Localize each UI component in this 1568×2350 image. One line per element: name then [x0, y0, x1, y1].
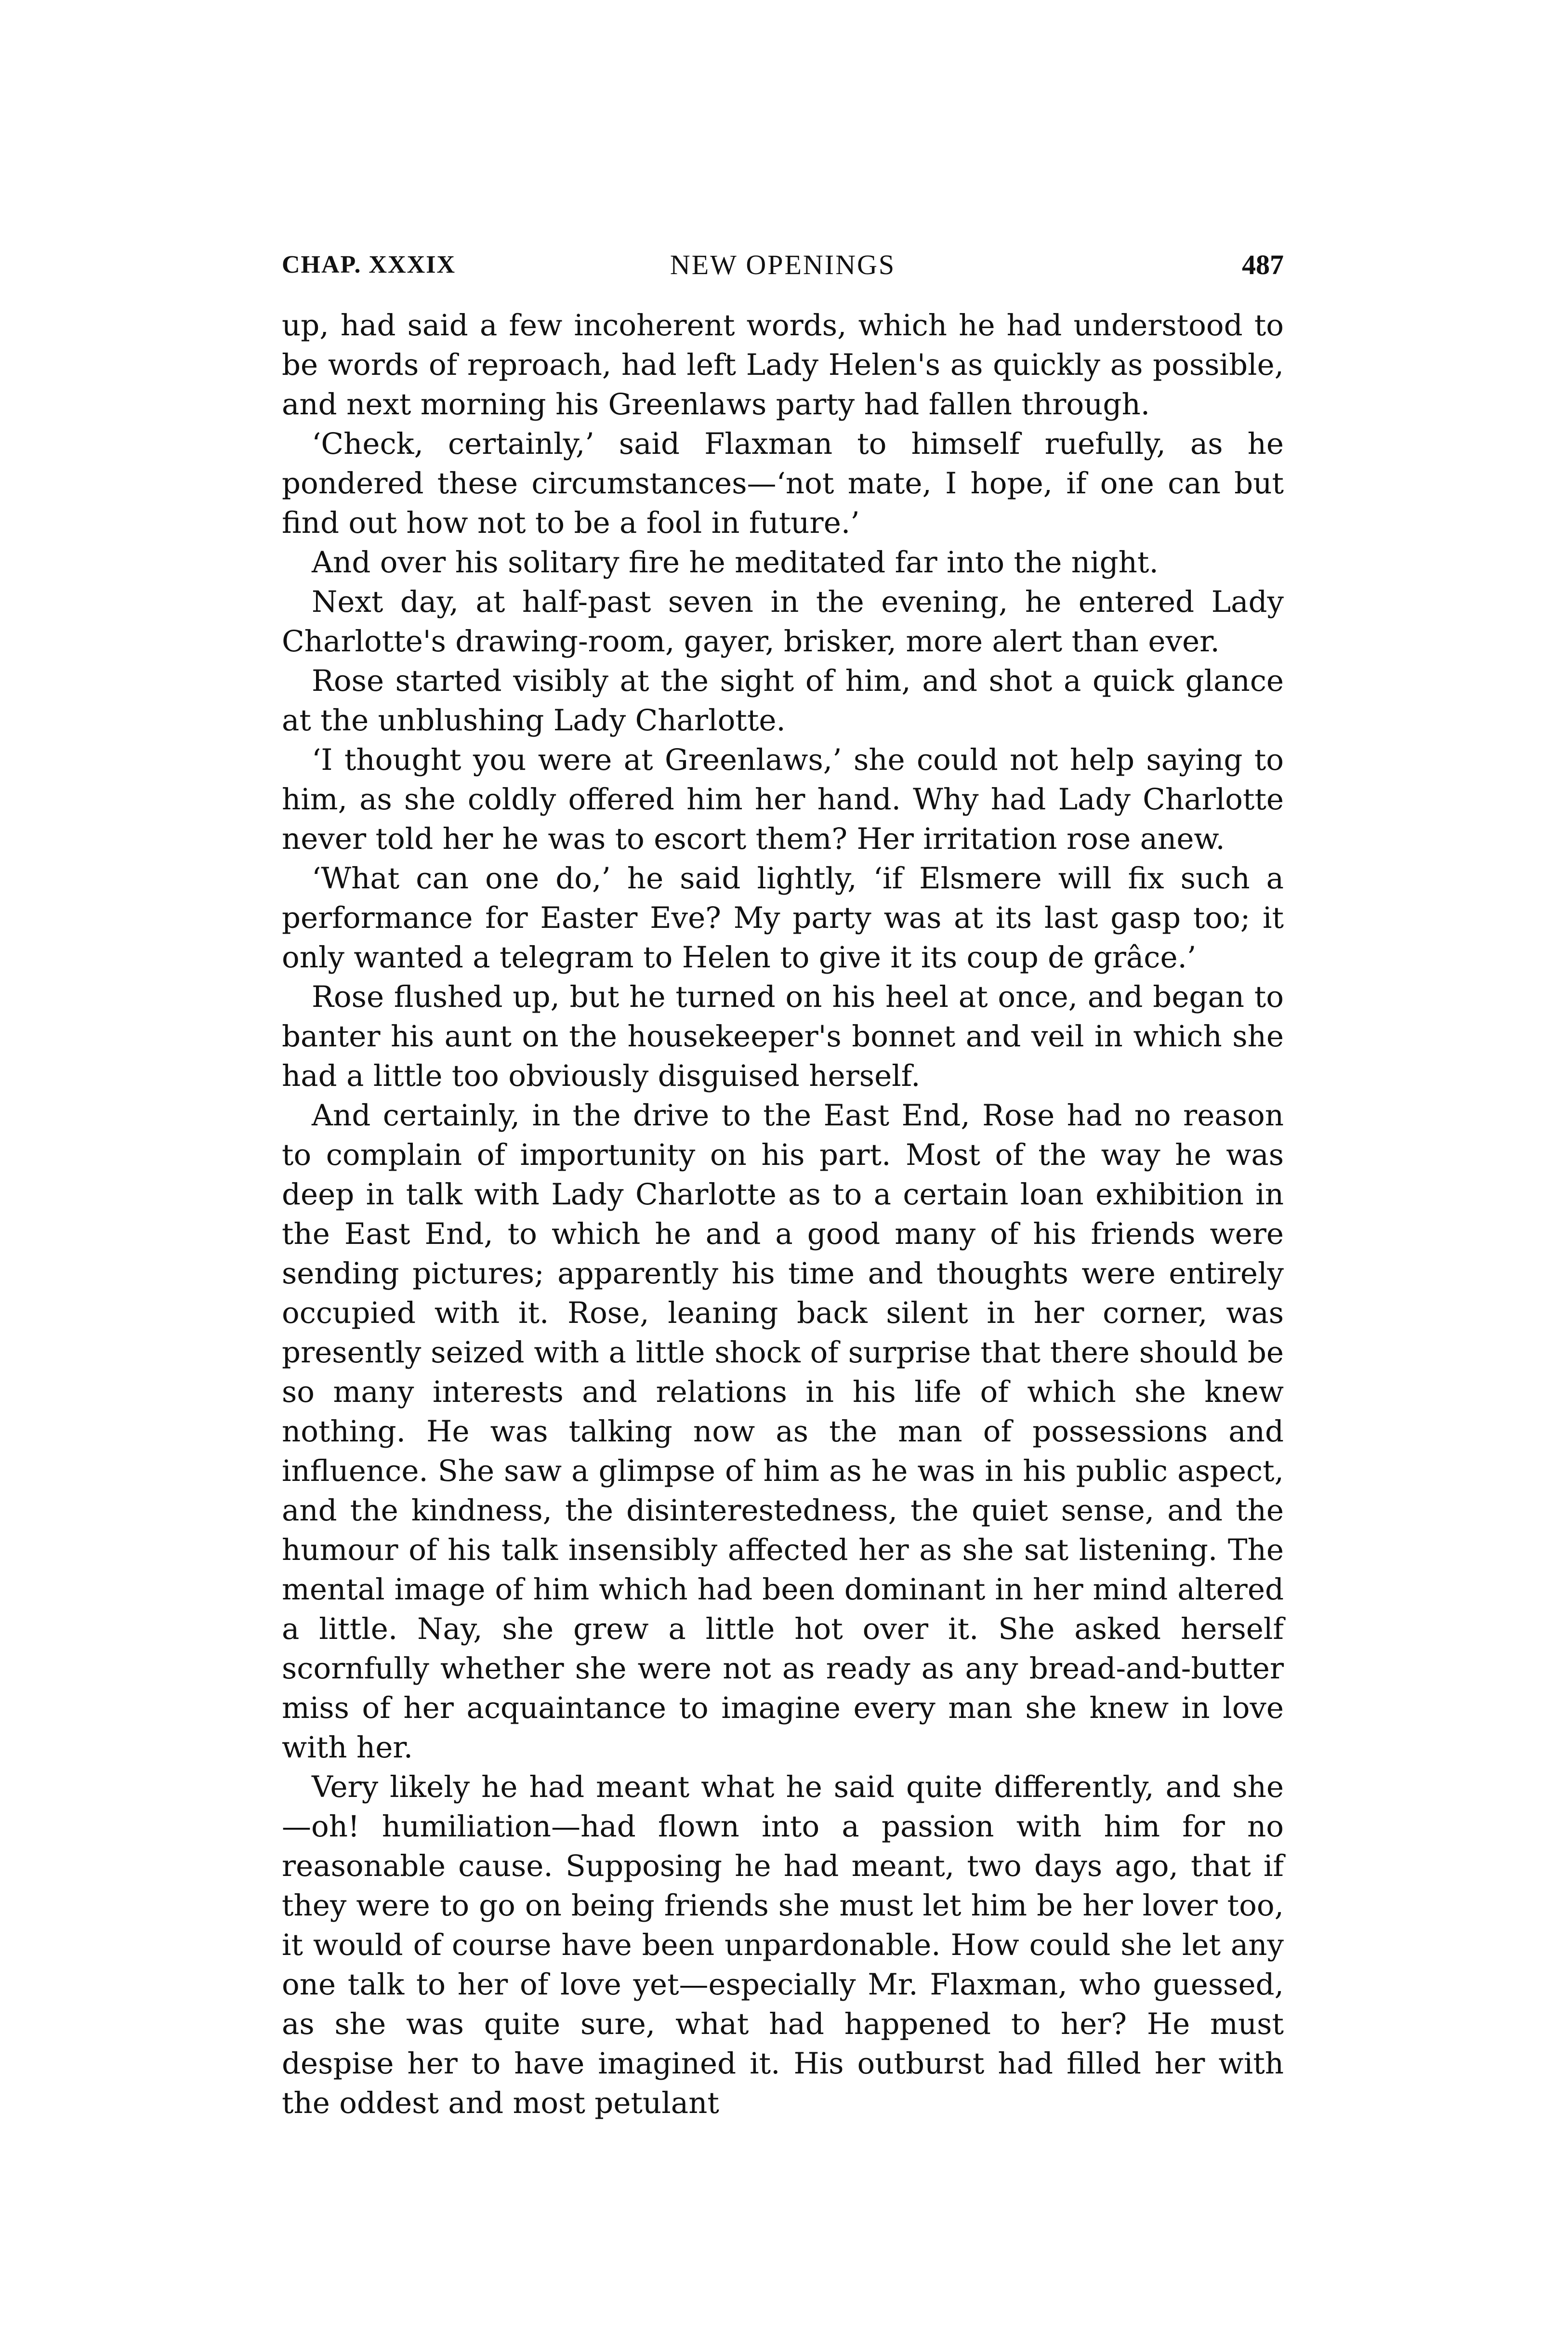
paragraph: Next day, at half-past seven in the evening, he entered Lady Charlotte's drawing-room, gayer, brisker, more alert than ever. — [282, 585, 1284, 659]
paragraph: And over his solitary fire he meditated far into the night. — [312, 545, 1159, 580]
page-title: NEW OPENINGS — [670, 249, 896, 280]
page-number: 487 — [1242, 249, 1284, 280]
paragraph: Very likely he had meant what he said quite differently, and she—oh! humiliation—had flown into a passion with him for no reasonable cause. Supposing he had meant, two days ago, that if they were to go on being friends she must let him be her lover too, it would of course have been unpardonable. How could she let any one talk to her of love yet—especially Mr. Flaxman, who guessed, as she was quite sure, what had happened to her? He must despise her to have imagined it. His outburst had filled her with the oddest and most petulant — [282, 1770, 1284, 2120]
chapter-label: CHAP. XXXIX — [282, 251, 456, 278]
paragraph: ‘Check, certainly,’ said Flaxman to himself ruefully, as he pondered these circumstances—‘not mate, I hope, if one can but find out how not to be a fool in future.’ — [282, 427, 1284, 540]
paragraph: ‘What can one do,’ he said lightly, ‘if Elsmere will fix such a performance for Easter Eve? My party was at its last gasp too; it only wanted a telegram to Helen to give it its coup de grâce.’ — [282, 861, 1284, 975]
running-head — [282, 243, 1284, 287]
paragraph: ‘I thought you were at Greenlaws,’ she could not help saying to him, as she coldly offered him her hand. Why had Lady Charlotte never told her he was to escort them? Her irritation rose anew. — [282, 743, 1284, 856]
paragraph: And certainly, in the drive to the East End, Rose had no reason to complain of importunity on his part. Most of the way he was deep in talk with Lady Charlotte as to a certain loan exhibition in the East End, to which he and a good many of his friends were sending pictures; apparently his time and thoughts were entirely occupied with it. Rose, leaning back silent in her corner, was presently seized with a little shock of surprise that there should be so many interests and relations in his life of which she knew nothing. He was talking now as the man of possessions and influence. She saw a glimpse of him as he was in his public aspect, and the kindness, the disinterestedness, the quiet sense, and the humour of his talk insensibly affected her as she sat listening. The mental image of him which had been dominant in her mind altered a little. Nay, she grew a little hot over it. She asked herself scornfully whether she were not as ready as any bread-and-butter miss of her acquaintance to imagine every man she knew in love with her. — [282, 1098, 1284, 1765]
body-text — [282, 306, 1284, 2123]
paragraph: Rose started visibly at the sight of him, and shot a quick glance at the unblushing Lady Charlotte. — [282, 664, 1284, 738]
paragraph-continued: up, had said a few incoherent words, which he had understood to be words of reproach, had left Lady Helen's as quickly as possible, and next morning his Greenlaws party had fallen through. — [282, 308, 1284, 422]
paragraph: Rose flushed up, but he turned on his heel at once, and began to banter his aunt on the housekeeper's bonnet and veil in which she had a little too obviously disguised herself. — [282, 980, 1284, 1093]
